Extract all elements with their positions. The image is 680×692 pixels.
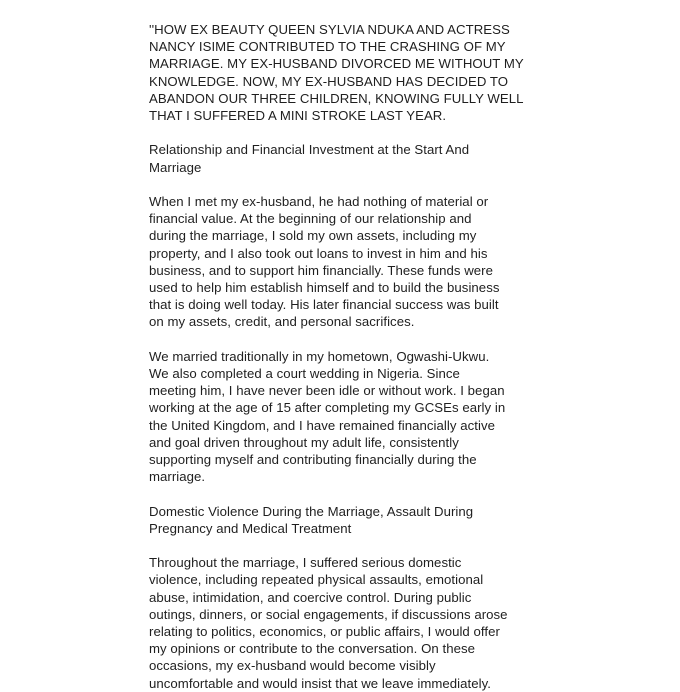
paragraph-line: financial value. At the beginning of our relationship and [149, 211, 472, 227]
paragraph-line: abuse, intimidation, and coercive control. During public [149, 589, 472, 605]
paragraph-line: property, and I also took out loans to invest in him and his [149, 245, 488, 261]
headline-line: ''HOW EX BEAUTY QUEEN SYLVIA NDUKA AND ACTRESS [149, 22, 510, 37]
section-heading-line: Relationship and Financial Investment at the Start And [149, 142, 470, 158]
headline-line: KNOWLEDGE. NOW, MY EX-HUSBAND HAS DECIDED TO [149, 73, 509, 89]
headline-line: THAT I SUFFERED A MINI STROKE LAST YEAR. [149, 108, 447, 124]
headline-line: NANCY ISIME CONTRIBUTED TO THE CRASHING OF MY [149, 39, 506, 55]
paragraph-line: used to help him establish himself and to build the business [149, 280, 500, 296]
headline-line: MARRIAGE. MY EX-HUSBAND DIVORCED ME WITHOUT MY [149, 56, 524, 72]
headline [149, 21, 539, 124]
section-heading-line: Domestic Violence During the Marriage, Assault During [149, 503, 474, 519]
paragraph-line: violence, including repeated physical assaults, emotional [149, 572, 484, 588]
paragraph-line: the United Kingdom, and I have remained financially active [149, 417, 495, 433]
paragraph-marriage [149, 348, 539, 486]
paragraph-line: marriage. [149, 469, 206, 485]
paragraph-line: We also completed a court wedding in Nigeria. Since [149, 366, 460, 382]
paragraph-line: uncomfortable and would insist that we leave immediately. [149, 675, 491, 691]
section-heading-financial [149, 141, 539, 175]
paragraph-line: business, and to support him financially. These funds were [149, 262, 494, 278]
paragraph-domestic-violence [149, 554, 539, 692]
paragraph-line: Throughout the marriage, I suffered serious domestic [149, 555, 462, 571]
paragraph-line: occasions, my ex-husband would become visibly [149, 658, 436, 674]
section-heading-line: Pregnancy and Medical Treatment [149, 520, 352, 536]
paragraph-line: and goal driven throughout my adult life, consistently [149, 434, 459, 450]
paragraph-line: working at the age of 15 after completing my GCSEs early in [149, 400, 506, 416]
section-heading-line: Marriage [149, 159, 202, 175]
paragraph-line: during the marriage, I sold my own assets, including my [149, 228, 477, 244]
paragraph-line: When I met my ex-husband, he had nothing of material or [149, 194, 489, 209]
paragraph-line: supporting myself and contributing financially during the [149, 452, 477, 468]
paragraph-line: relating to politics, economics, or public affairs, I would offer [149, 624, 500, 640]
paragraph-line: that is doing well today. His later financial success was built [149, 297, 499, 313]
paragraph-line: my opinions or contribute to the conversation. On these [149, 641, 476, 657]
section-heading-domestic-violence [149, 503, 539, 537]
paragraph-line: on my assets, credit, and personal sacrifices. [149, 314, 415, 330]
paragraph-financial [149, 193, 539, 331]
paragraph-line: meeting him, I have never been idle or without work. I began [149, 383, 505, 399]
document-body [149, 21, 539, 692]
paragraph-line: outings, dinners, or social engagements, if discussions arose [149, 606, 508, 622]
headline-line: ABANDON OUR THREE CHILDREN, KNOWING FULLY WELL [149, 90, 524, 106]
paragraph-line: We married traditionally in my hometown, Ogwashi-Ukwu. [149, 348, 490, 364]
